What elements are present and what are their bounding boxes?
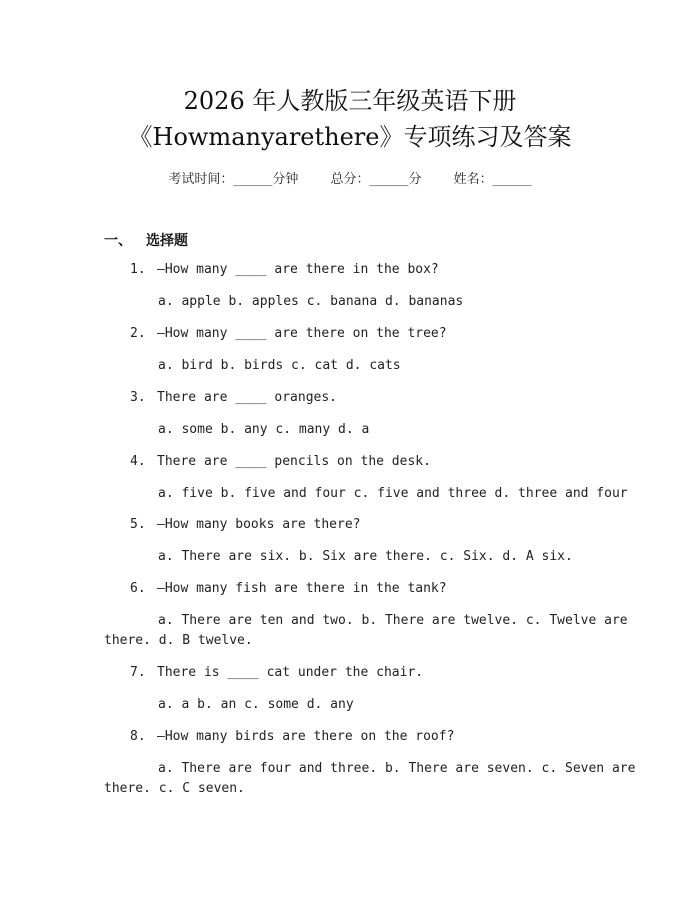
section-heading: [104, 230, 188, 250]
question-3: [130, 390, 337, 405]
question-number: 4.: [130, 454, 146, 469]
question-number: 2.: [130, 326, 146, 341]
title-line-2: 《Howmanyarethere》专项练习及答案: [128, 123, 572, 151]
question-text: —How many ____ are there on the tree?: [157, 326, 447, 341]
question-1: [130, 262, 439, 277]
question-number: 5.: [130, 517, 146, 532]
question-number: 6.: [130, 581, 146, 596]
question-4: [130, 454, 431, 469]
question-8: [130, 729, 454, 744]
question-text: —How many birds are there on the roof?: [157, 729, 455, 744]
question-5-options: a. There are six. b. Six are there. c. Six. d. A six.: [158, 549, 573, 564]
question-text: —How many fish are there in the tank?: [157, 581, 447, 596]
question-text: —How many ____ are there in the box?: [157, 262, 439, 277]
section-number: 一、: [104, 233, 132, 249]
question-2-options: a. bird b. birds c. cat d. cats: [158, 358, 401, 373]
question-8-options-continued: there. c. C seven.: [104, 781, 245, 796]
question-6: [130, 581, 447, 596]
question-6-options: a. There are ten and two. b. There are twelve. c. Twelve are: [158, 613, 628, 628]
question-4-options: a. five b. five and four c. five and three d. three and four: [158, 486, 628, 501]
question-7: [130, 665, 423, 680]
question-5: [130, 517, 361, 532]
exam-meta: [0, 168, 700, 187]
question-text: There are ____ oranges.: [157, 390, 338, 405]
question-7-options: a. a b. an c. some d. any: [158, 697, 354, 712]
question-number: 3.: [130, 390, 146, 405]
student-name: 姓名：______: [453, 172, 532, 187]
question-2: [130, 326, 447, 341]
question-text: There are ____ pencils on the desk.: [157, 454, 431, 469]
section-title: 选择题: [146, 233, 188, 249]
question-6-options-continued: there. d. B twelve.: [104, 633, 253, 648]
question-3-options: a. some b. any c. many d. a: [158, 422, 370, 437]
title-line-1: 2026 年人教版三年级英语下册: [183, 87, 517, 115]
question-1-options: a. apple b. apples c. banana d. bananas: [158, 294, 464, 309]
exam-time: 考试时间：______分钟: [168, 172, 299, 187]
question-text: —How many books are there?: [157, 517, 361, 532]
total-score: 总分：______分: [330, 172, 422, 187]
question-number: 7.: [130, 665, 146, 680]
question-number: 8.: [130, 729, 146, 744]
question-text: There is ____ cat under the chair.: [157, 665, 424, 680]
question-number: 1.: [130, 262, 146, 277]
question-8-options: a. There are four and three. b. There are seven. c. Seven are: [158, 761, 636, 776]
